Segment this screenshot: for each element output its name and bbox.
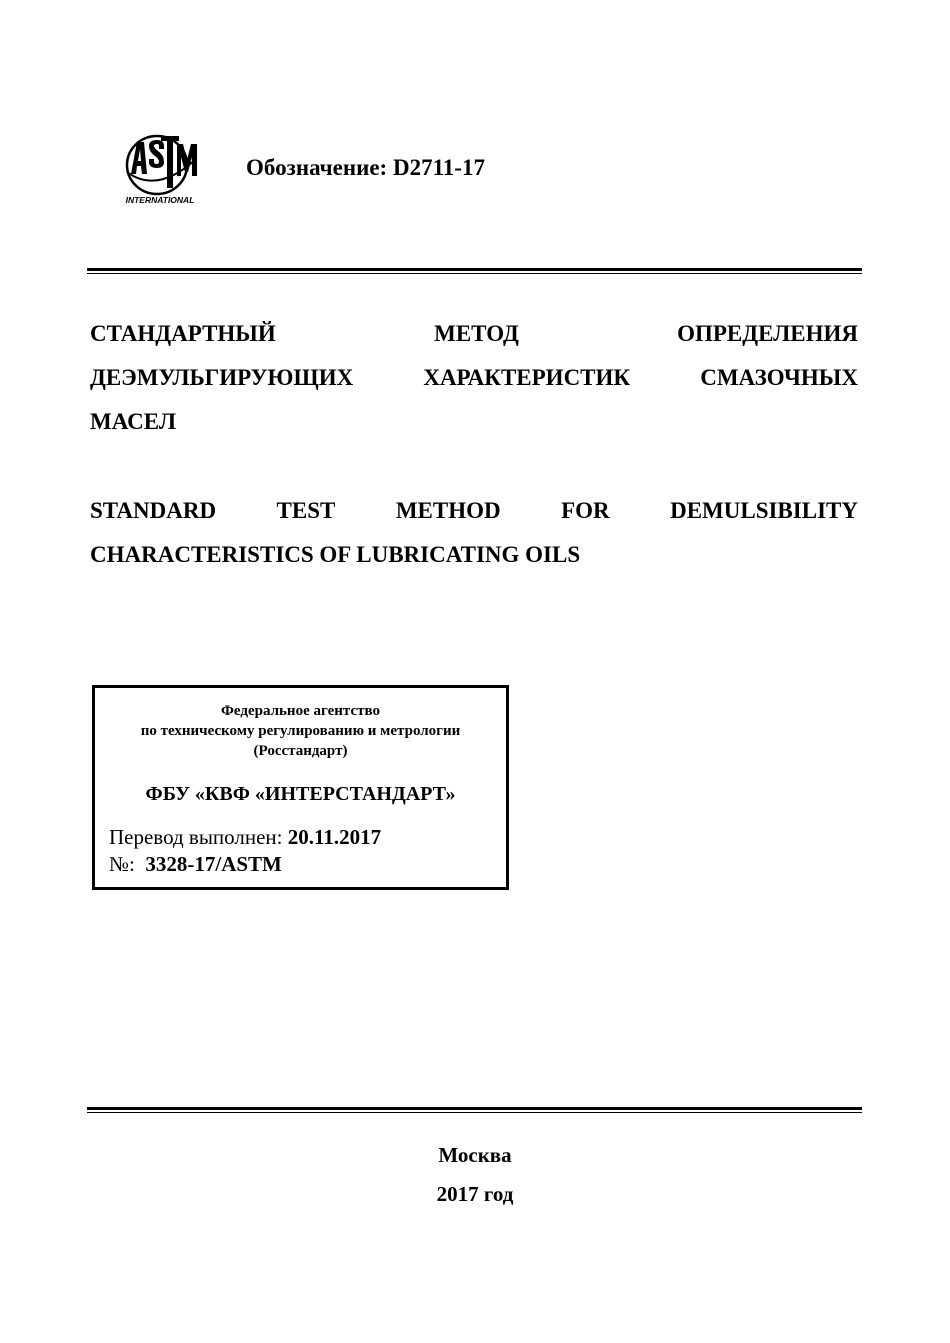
translation-meta [109, 824, 506, 878]
title-en-line-2 [90, 533, 858, 577]
agency-scope: по техническому регулированию и метрологии [140, 723, 461, 739]
agency-short-name: (Росстандарт) [253, 743, 348, 759]
translation-date-label: Перевод выполнен: [109, 825, 283, 849]
translation-number-label: №: [109, 852, 135, 876]
title-word: DEMULSIBILITY [670, 498, 858, 523]
title-word: ХАРАКТЕРИСТИК [423, 365, 631, 390]
top-divider [87, 268, 862, 274]
title-english [90, 489, 858, 577]
title-word: МАСЕЛ [90, 409, 176, 434]
astm-logo-icon [117, 132, 203, 206]
footer-city: Москва [438, 1143, 512, 1167]
title-word: METHOD [395, 498, 501, 523]
footer-year: 2017 год [436, 1182, 514, 1206]
title-word: ДЕЭМУЛЬГИРУЮЩИХ [90, 365, 354, 390]
title-word: СМАЗОЧНЫХ [700, 365, 858, 390]
title-ru-line-3 [90, 400, 858, 444]
organization-name: ФБУ «КВФ «ИНТЕРСТАНДАРТ» [145, 783, 456, 805]
title-word: CHARACTERISTICS OF LUBRICATING OILS [90, 542, 581, 567]
title-russian [90, 312, 858, 444]
translation-number-value: 3328-17/ASTM [145, 852, 282, 876]
title-word: STANDARD [90, 498, 217, 523]
agency-name: Федеральное агентство [221, 703, 380, 719]
agency-block [95, 701, 506, 761]
translation-number-row [109, 851, 506, 878]
title-word: FOR [561, 498, 610, 523]
title-ru-line-2 [90, 356, 858, 400]
title-word: МЕТОД [434, 321, 519, 346]
translation-date-value: 20.11.2017 [287, 825, 382, 849]
title-word: TEST [276, 498, 336, 523]
title-ru-line-1 [90, 312, 858, 356]
title-en-line-1 [90, 489, 858, 533]
svg-text:INTERNATIONAL: INTERNATIONAL [125, 195, 195, 205]
title-word: ОПРЕДЕЛЕНИЯ [677, 321, 858, 346]
document-designation: Обозначение: D2711-17 [246, 155, 485, 180]
translation-stamp [92, 685, 509, 890]
bottom-divider [87, 1107, 862, 1113]
translation-date-row [109, 824, 506, 851]
title-word: СТАНДАРТНЫЙ [90, 321, 276, 346]
